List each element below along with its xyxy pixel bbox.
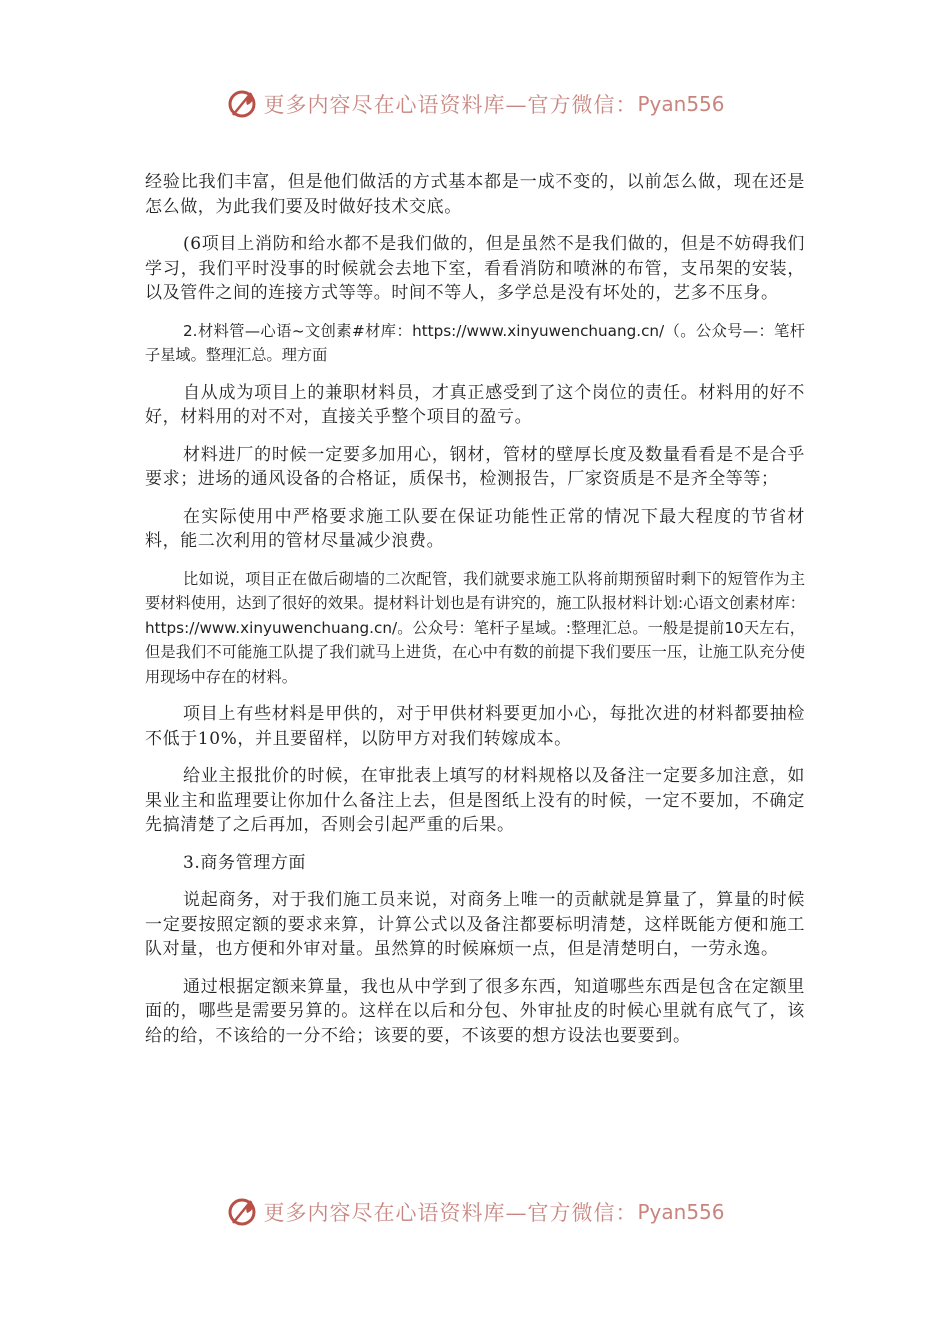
quill-logo-icon: [225, 1195, 259, 1229]
body-text: [145, 170, 805, 1061]
paragraph: 比如说，项目正在做后砌墙的二次配管，我们就要求施工队将前期预留时剩下的短管作为主要材料使用，达到了很好的效果。提材料计划也是有讲究的，施工队报材料计划:心语文创素材库：https://www.xinyuwenchuang.cn/。公众号：笔杆子星域。:整理汇总。一般是提前10天左右，但是我们不可能施工队提了我们就马上进货，在心中有数的前提下我们要压一压，让施工队充分使用现场中存在的材料。: [145, 569, 805, 686]
footer-banner: [0, 1192, 950, 1232]
paragraph: 说起商务，对于我们施工员来说，对商务上唯一的贡献就是算量了，算量的时候一定要按照定额的要求来算，计算公式以及备注都要标明清楚，这样既能方便和施工队对量，也方便和外审对量。虽然算的时候麻烦一点，但是清楚明白，一劳永逸。: [145, 890, 805, 959]
header-banner-id: Pyan556: [637, 92, 725, 116]
footer-banner-text: 更多内容尽在心语资料库—官方微信：: [263, 1201, 638, 1225]
section-heading-business: 3.商务管理方面: [183, 852, 307, 873]
paragraph: 自从成为项目上的兼职材料员，才真正感受到了这个岗位的责任。材料用的好不好，材料用的对不对，直接关乎整个项目的盈亏。: [145, 382, 805, 427]
paragraph: 项目上有些材料是甲供的，对于甲供材料要更加小心，每批次进的材料都要抽检不低于10%，并且要留样，以防甲方对我们转嫁成本。: [145, 704, 805, 749]
paragraph: 经验比我们丰富，但是他们做活的方式基本都是一成不变的，以前怎么做，现在还是怎么做，为此我们要及时做好技术交底。: [145, 172, 805, 217]
quill-logo-icon: [225, 87, 259, 121]
paragraph: 在实际使用中严格要求施工队要在保证功能性正常的情况下最大程度的节省材料，能二次利用的管材尽量减少浪费。: [145, 506, 805, 551]
section-heading-materials: 2.材料管—心语~文创素#材库：https://www.xinyuwenchuang.cn/（。公众号—：笔杆子星域。整理汇总。理方面: [145, 321, 805, 364]
paragraph: 给业主报批价的时候，在审批表上填写的材料规格以及备注一定要多加注意，如果业主和监理要让你加什么备注上去，但是图纸上没有的时候，一定不要加，不确定先搞清楚了之后再加，否则会引起严重的后果。: [145, 766, 805, 835]
header-banner: [0, 84, 950, 124]
footer-banner-id: Pyan556: [637, 1200, 725, 1224]
header-banner-text: 更多内容尽在心语资料库—官方微信：: [263, 93, 638, 117]
paragraph: 材料进厂的时候一定要多加用心，钢材，管材的壁厚长度及数量看看是不是合乎要求；进场的通风设备的合格证，质保书，检测报告，厂家资质是不是齐全等等；: [145, 444, 805, 489]
paragraph: (6项目上消防和给水都不是我们做的，但是虽然不是我们做的，但是不妨碍我们学习，我们平时没事的时候就会去地下室，看看消防和喷淋的布管，支吊架的安装，以及管件之间的连接方式等等。时间不等人，多学总是没有坏处的，艺多不压身。: [145, 234, 805, 303]
paragraph: 通过根据定额来算量，我也从中学到了很多东西，知道哪些东西是包含在定额里面的，哪些是需要另算的。这样在以后和分包、外审扯皮的时候心里就有底气了，该给的给，不该给的一分不给；该要的要，不该要的想方设法也要要到。: [145, 976, 805, 1046]
